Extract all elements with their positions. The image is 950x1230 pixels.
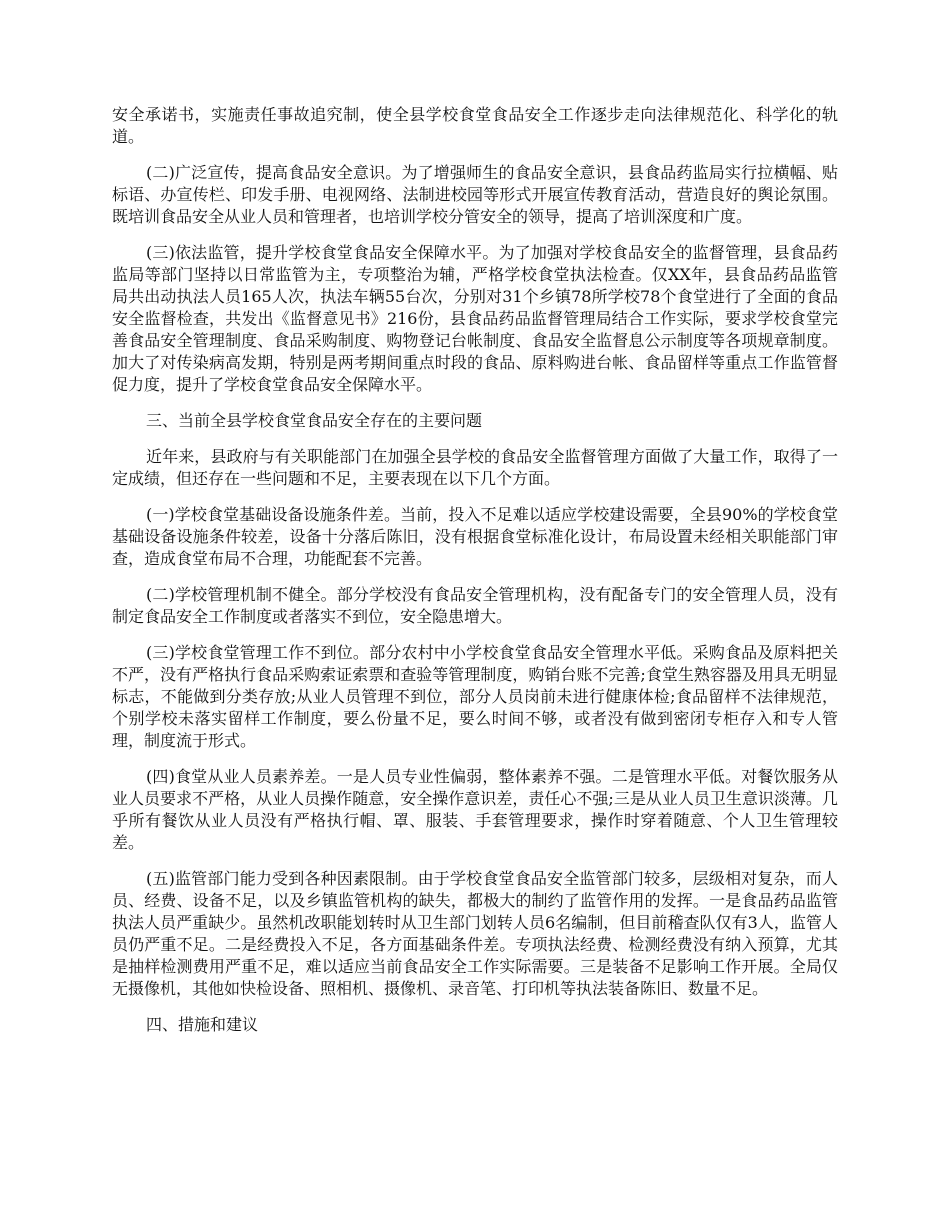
paragraph-canteen-management: (三)学校食堂管理工作不到位。部分农村中小学校食堂食品安全管理水平低。采购食品及原料把关不严，没有严格执行食品采购索证索票和查验等管理制度，购销台账不完善;食堂生熟容器及用具无明显标志，不能做到分类存放;从业人员管理不到位，部分人员岗前未进行健康体检;食品留样不法律规范，个别学校未落实留样工作制度，要么份量不足，要么时间不够，或者没有做到密闭专柜存入和专人管理，制度流于形式。	[112, 643, 838, 750]
paragraph-staff-quality: (四)食堂从业人员素养差。一是人员专业性偏弱，整体素养不强。二是管理水平低。对餐饮服务从业人员要求不严格，从业人员操作随意，安全操作意识差，责任心不强;三是从业人员卫生意识淡薄。几乎所有餐饮从业人员没有严格执行帽、罩、服装、手套管理要求，操作时穿着随意、个人卫生管理较差。	[112, 767, 838, 852]
paragraph-regulator-capacity: (五)监管部门能力受到各种因素限制。由于学校食堂食品安全监管部门较多，层级相对复杂，而人员、经费、设备不足，以及乡镇监管机构的缺失，都极大的制约了监管作用的发挥。一是食品药品监管执法人员严重缺少。虽然机改职能划转时从卫生部门划转人员6名编制，但目前稽查队仅有3人，监管人员仍严重不足。二是经费投入不足，各方面基础条件差。专项执法经费、检测经费没有纳入预算，尤其是抽样检测费用严重不足，难以适应当前食品安全工作实际需要。三是装备不足影响工作开展。全局仅无摄像机，其他如快检设备、照相机、摄像机、录音笔、打印机等执法装备陈旧、数量不足。	[112, 869, 838, 998]
paragraph-supervision: (三)依法监管，提升学校食堂食品安全保障水平。为了加强对学校食品安全的监督管理，县食品药监局等部门坚持以日常监管为主，专项整治为辅，严格学校食堂执法检查。仅XX年，县食品药品监管局共出动执法人员165人次，执法车辆55台次，分别对31个乡镇78所学校78个食堂进行了全面的食品安全监督检查，共发出《监督意见书》216份，县食品药品监督管理局结合工作实际，要求学校食堂完善食品安全管理制度、食品采购制度、购物登记台帐制度、食品安全监督息公示制度等各项规章制度。加大了对传染病高发期，特别是两考期间重点时段的食品、原料购进台帐、食品留样等重点工作监管督促力度，提升了学校食堂食品安全保障水平。	[112, 243, 838, 394]
paragraph-publicity: (二)广泛宣传，提高食品安全意识。为了增强师生的食品安全意识，县食品药监局实行拉横幅、贴标语、办宣传栏、印发手册、电视网络、法制进校园等形式开展宣传教育活动，营造良好的舆论氛围。既培训食品安全从业人员和管理者，也培训学校分管安全的领导，提高了培训深度和广度。	[112, 163, 838, 226]
paragraph-management-mechanism: (二)学校管理机制不健全。部分学校没有食品安全管理机构，没有配备专门的安全管理人员，没有制定食品安全工作制度或者落实不到位，安全隐患增大。	[112, 585, 838, 626]
paragraph-intro-problems: 近年来，县政府与有关职能部门在加强全县学校的食品安全监督管理方面做了大量工作，取得了一定成绩，但还存在一些问题和不足，主要表现在以下几个方面。	[112, 447, 838, 488]
section-heading-problems: 三、当前全县学校食堂食品安全存在的主要问题	[146, 411, 483, 430]
paragraph-continuation: 安全承诺书，实施责任事故追究制，使全县学校食堂食品安全工作逐步走向法律规范化、科学化的轨道。	[112, 105, 838, 146]
paragraph-facilities: (一)学校食堂基础设备设施条件差。当前，投入不足难以适应学校建设需要，全县90%的学校食堂基础设备设施条件较差，设备十分落后陈旧，没有根据食堂标准化设计，布局设置未经相关职能部门审查，造成食堂布局不合理，功能配套不完善。	[112, 505, 838, 568]
document-page	[112, 104, 838, 1050]
section-heading-measures: 四、措施和建议	[146, 1015, 259, 1034]
